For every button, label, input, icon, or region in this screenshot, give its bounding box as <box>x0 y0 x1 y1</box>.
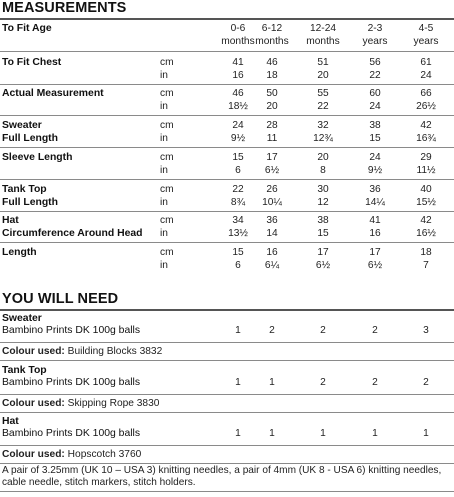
measurement-value: 15 <box>232 152 244 163</box>
ball-quantity: 1 <box>423 428 429 439</box>
measurement-value: 14 <box>266 227 278 239</box>
measurement-row <box>0 215 454 241</box>
measurement-value: 26 <box>266 184 278 195</box>
unit-label: in <box>160 100 168 112</box>
yarn-name: Bambino Prints DK 100g balls <box>2 325 141 336</box>
measurement-row <box>0 57 454 83</box>
ball-quantity: 2 <box>320 377 326 388</box>
measurement-value: 8¾ <box>230 196 246 208</box>
measurement-value: 11½ <box>416 164 436 176</box>
measurement-value: 11 <box>266 132 278 144</box>
colour-used-label: Colour used: <box>2 398 65 409</box>
divider-line <box>0 394 454 395</box>
measurement-label: Actual Measurement <box>2 88 104 99</box>
measurement-row <box>0 247 454 273</box>
ball-quantity: 1 <box>235 325 241 336</box>
colour-used-line <box>2 449 141 461</box>
unit-label: cm <box>160 57 174 68</box>
ball-quantity: 2 <box>269 325 275 336</box>
divider-line <box>0 147 454 148</box>
measurement-value: 24 <box>232 120 244 131</box>
age-header-cell: 0-6 <box>230 23 246 34</box>
measurement-value: 51 <box>317 57 329 68</box>
measurement-value: 7 <box>423 259 429 271</box>
measurement-value: 50 <box>266 88 278 99</box>
measurement-value: 42 <box>420 215 432 226</box>
measurement-value: 8 <box>320 164 326 176</box>
measurement-value: 42 <box>420 120 432 131</box>
measurement-value: 6½ <box>264 164 280 176</box>
measurement-value: 13½ <box>228 227 248 239</box>
colour-used-line <box>2 346 162 358</box>
measurement-value: 20 <box>317 69 329 81</box>
needles-notions-text: A pair of 3.25mm (UK 10 – USA 3) knitting needles, a pair of 4mm (UK 8 - USA 6) knitting needles, cable needle, stitch markers, stitch holders. <box>2 465 442 488</box>
divider-line <box>0 211 454 212</box>
divider-line <box>0 18 454 20</box>
measurement-value: 41 <box>232 57 244 68</box>
measurement-value: 14¼ <box>365 196 385 208</box>
measurement-value: 16 <box>232 69 244 81</box>
measurement-value: 9½ <box>367 164 383 176</box>
unit-label: cm <box>160 88 174 99</box>
measurement-value: 15 <box>232 247 244 258</box>
colour-used-value: Hopscotch 3760 <box>67 449 142 460</box>
measurement-value: 18 <box>266 69 278 81</box>
measurement-value: 46 <box>266 57 278 68</box>
age-header-cell: months <box>306 35 340 47</box>
measurement-value: 18½ <box>228 100 248 112</box>
colour-used-line <box>2 398 159 410</box>
yarn-name: Bambino Prints DK 100g balls <box>2 428 141 439</box>
ball-quantity: 2 <box>372 325 378 336</box>
colour-used-label: Colour used: <box>2 449 65 460</box>
ball-quantity: 2 <box>423 377 429 388</box>
measurement-value: 32 <box>317 120 329 131</box>
measurement-value: 6 <box>235 259 241 271</box>
measurement-value: 41 <box>369 215 381 226</box>
measurement-label: Full Length <box>2 196 58 208</box>
measurement-value: 12¾ <box>313 132 333 144</box>
measurement-value: 10¼ <box>262 196 282 208</box>
measurement-label: Tank Top <box>2 184 47 195</box>
measurement-value: 15 <box>317 227 329 239</box>
colour-used-value: Building Blocks 3832 <box>67 346 163 357</box>
divider-line <box>0 342 454 343</box>
divider-line <box>0 463 454 464</box>
age-header-cell: years <box>362 35 388 47</box>
age-header-cell: 6-12 <box>261 23 283 34</box>
divider-line <box>0 412 454 413</box>
measurement-value: 38 <box>369 120 381 131</box>
unit-label: cm <box>160 152 174 163</box>
measurement-value: 60 <box>369 88 381 99</box>
ball-quantity: 1 <box>269 428 275 439</box>
measurement-value: 24 <box>420 69 432 81</box>
measurement-row <box>0 120 454 146</box>
measurement-value: 20 <box>317 152 329 163</box>
garment-name: Sweater <box>2 313 42 324</box>
measurement-value: 16 <box>266 247 278 258</box>
measurement-value: 6¼ <box>264 259 280 271</box>
measurement-value: 22 <box>369 69 381 81</box>
measurement-value: 20 <box>266 100 278 112</box>
measurement-label: Circumference Around Head <box>2 227 143 239</box>
measurement-value: 22 <box>232 184 244 195</box>
ball-quantity: 3 <box>423 325 429 336</box>
measurement-value: 16 <box>369 227 381 239</box>
measurement-value: 6 <box>235 164 241 176</box>
divider-line <box>0 179 454 180</box>
unit-label: cm <box>160 247 174 258</box>
measurement-label: Hat <box>2 215 19 226</box>
measurement-value: 15½ <box>416 196 436 208</box>
unit-label: in <box>160 69 168 81</box>
yarn-name: Bambino Prints DK 100g balls <box>2 377 141 388</box>
garment-name: Hat <box>2 416 19 427</box>
divider-line <box>0 445 454 446</box>
ball-quantity: 1 <box>269 377 275 388</box>
measurement-value: 40 <box>420 184 432 195</box>
ball-quantity: 1 <box>372 428 378 439</box>
measurement-value: 61 <box>420 57 432 68</box>
unit-label: cm <box>160 120 174 131</box>
divider-line <box>0 115 454 116</box>
divider-line <box>0 309 454 311</box>
unit-label: cm <box>160 184 174 195</box>
age-header-label: To Fit Age <box>2 23 52 34</box>
measurement-value: 24 <box>369 100 381 112</box>
measurement-value: 12 <box>317 196 329 208</box>
measurement-value: 46 <box>232 88 244 99</box>
measurement-value: 36 <box>369 184 381 195</box>
measurement-value: 16½ <box>416 227 436 239</box>
divider-line <box>0 242 454 243</box>
measurement-value: 17 <box>369 247 381 258</box>
garment-name: Tank Top <box>2 365 47 376</box>
age-header-cell: 12-24 <box>309 23 337 34</box>
age-header-cell: 4-5 <box>418 23 434 34</box>
ball-quantity: 1 <box>235 377 241 388</box>
measurement-row <box>0 152 454 178</box>
measurements-title: MEASUREMENTS <box>2 0 127 16</box>
measurement-row <box>0 184 454 210</box>
measurement-label: Length <box>2 247 37 258</box>
age-header-cell: 2-3 <box>367 23 383 34</box>
age-header-row <box>0 22 454 50</box>
measurement-value: 16¾ <box>416 132 436 144</box>
measurement-label: Full Length <box>2 132 58 144</box>
unit-label: cm <box>160 215 174 226</box>
divider-line <box>0 360 454 361</box>
you-will-need-title: YOU WILL NEED <box>2 291 119 307</box>
measurement-value: 6½ <box>315 259 331 271</box>
measurement-value: 55 <box>317 88 329 99</box>
colour-used-label: Colour used: <box>2 346 65 357</box>
measurement-value: 24 <box>369 152 381 163</box>
measurement-value: 56 <box>369 57 381 68</box>
measurement-value: 34 <box>232 215 244 226</box>
measurement-value: 36 <box>266 215 278 226</box>
unit-label: in <box>160 196 168 208</box>
measurement-value: 29 <box>420 152 432 163</box>
age-header-cell: months <box>255 35 289 47</box>
divider-line <box>0 491 454 492</box>
ball-quantity: 1 <box>320 428 326 439</box>
unit-label: in <box>160 259 168 271</box>
unit-label: in <box>160 132 168 144</box>
measurement-value: 28 <box>266 120 278 131</box>
divider-line <box>0 51 454 52</box>
ball-quantity: 2 <box>372 377 378 388</box>
measurement-value: 26½ <box>416 100 436 112</box>
measurement-value: 38 <box>317 215 329 226</box>
measurement-value: 15 <box>369 132 381 144</box>
measurement-value: 22 <box>317 100 329 112</box>
age-header-cell: years <box>413 35 439 47</box>
measurement-value: 66 <box>420 88 432 99</box>
measurement-value: 17 <box>317 247 329 258</box>
ball-quantity: 2 <box>320 325 326 336</box>
measurement-value: 30 <box>317 184 329 195</box>
measurement-label: Sleeve Length <box>2 152 73 163</box>
measurement-label: Sweater <box>2 120 42 131</box>
ball-quantity: 1 <box>235 428 241 439</box>
measurement-value: 6½ <box>367 259 383 271</box>
measurement-value: 9½ <box>230 132 246 144</box>
unit-label: in <box>160 164 168 176</box>
measurement-row <box>0 88 454 114</box>
measurement-value: 17 <box>266 152 278 163</box>
divider-line <box>0 84 454 85</box>
measurement-value: 18 <box>420 247 432 258</box>
age-header-cell: months <box>221 35 255 47</box>
colour-used-value: Skipping Rope 3830 <box>67 398 160 409</box>
unit-label: in <box>160 227 168 239</box>
measurement-label: To Fit Chest <box>2 57 62 68</box>
